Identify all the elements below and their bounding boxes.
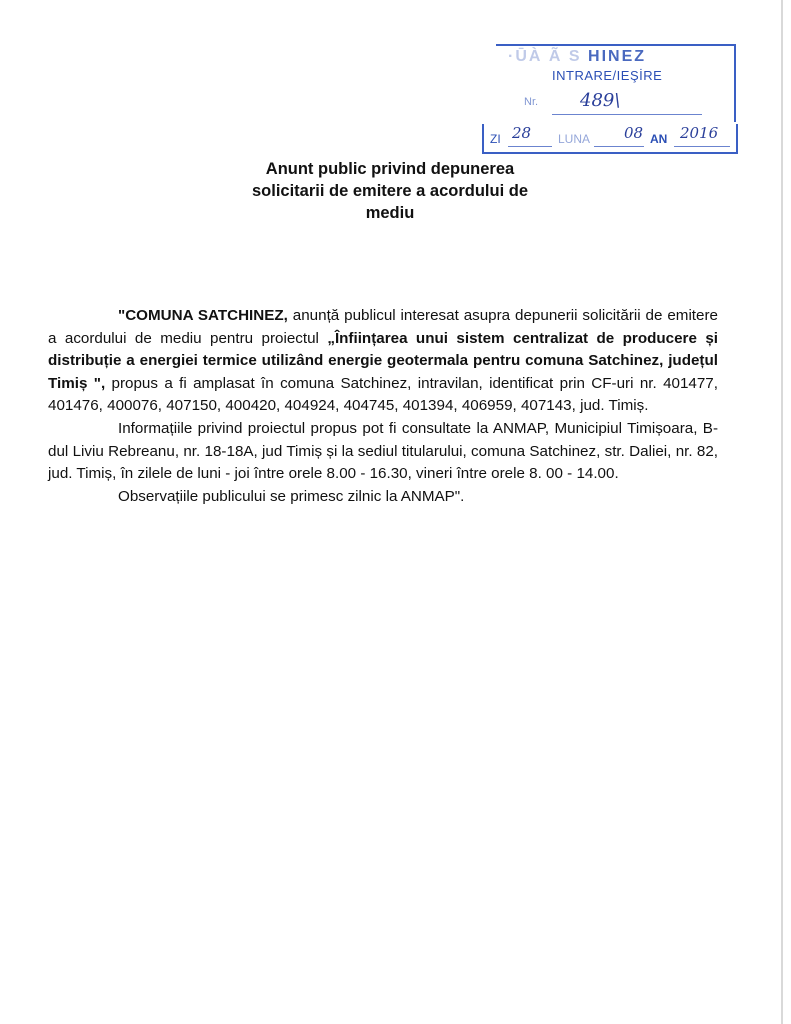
stamp-nr-label: Nr. xyxy=(524,96,539,108)
stamp-luna-label: LUNA xyxy=(558,132,591,146)
stamp-subtitle: INTRARE/IEŞİRE xyxy=(552,68,663,83)
paragraph-1-location: propus a fi amplasat în comuna Satchinez, intravilan, identificat prin CF-uri nr. 401477, 401476, 400076, 407150, 400420, 404924, 404745, 401394, 406959, 407143, jud. Timiș. xyxy=(48,374,718,415)
registration-stamp xyxy=(480,44,736,158)
page-edge xyxy=(781,0,783,1024)
stamp-luna-value: 08 xyxy=(624,124,644,142)
stamp-zi-label: ZI xyxy=(490,132,501,146)
announcement-body xyxy=(48,305,718,508)
title-line: solicitarii de emitere a acordului de xyxy=(251,182,528,200)
stamp-an-value: 2016 xyxy=(680,124,719,142)
stamp-zi-value: 28 xyxy=(512,124,532,142)
paragraph-2: Informațiile privind proiectul propus pot fi consultate la ANMAP, Municipiul Timișoara, B-dul Liviu Rebreanu, nr. 18-18A, jud Timiș și la sediul titularului, comuna Satchinez, str. Daliei, nr. 82, jud. Timiș, în zilele de luni - joi între orele 8.00 - 16.30, vineri între orele 8. 00 - 14.00. xyxy=(48,419,718,483)
stamp-header xyxy=(508,48,646,66)
paragraph-3: Observațiile publicului se primesc zilnic la ANMAP". xyxy=(118,487,465,505)
stamp-luna-line xyxy=(594,146,644,147)
stamp-an-line xyxy=(674,146,730,147)
paragraph-1-intro: anunță publicul interesat asupra depunerii solicitării de emitere a acordului de mediu pentru proiectul xyxy=(48,307,718,347)
paragraph-1 xyxy=(48,305,718,418)
stamp-an-label: AN xyxy=(650,132,668,146)
stamp-nr-value: 489\ xyxy=(580,90,621,111)
stamp-date-box xyxy=(482,124,738,154)
stamp-header-clear: HINEZ xyxy=(588,48,647,65)
organization-name: "COMUNA SATCHINEZ, xyxy=(118,307,288,324)
title-line: mediu xyxy=(365,204,415,222)
stamp-nr-line xyxy=(552,114,702,115)
project-name: „Înființarea unui sistem centralizat de producere și distribuție a energiei termice utilizând energie geotermala pentru comuna Satchinez, județul Timiș ", xyxy=(48,329,718,392)
document-title xyxy=(200,158,580,224)
stamp-zi-line xyxy=(508,146,552,147)
title-line: Anunt public privind depunerea xyxy=(265,160,515,178)
stamp-header-faded: ·ŪÀ Ã S xyxy=(508,48,582,65)
